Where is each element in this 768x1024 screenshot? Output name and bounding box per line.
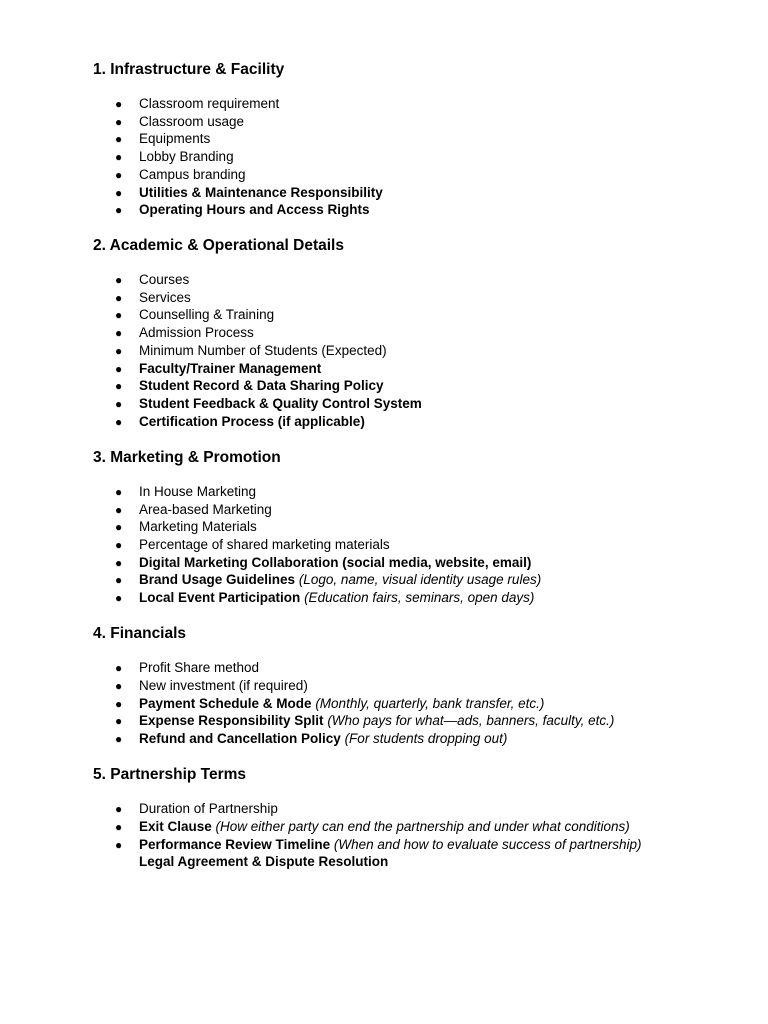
list-item-text	[139, 836, 642, 854]
bullet-icon: ●	[115, 202, 123, 217]
list-item-text	[139, 289, 191, 307]
list-item-text	[139, 712, 614, 730]
bullet-icon: ●	[115, 361, 123, 376]
bullet-icon: ●	[115, 555, 123, 570]
list-item-label: Minimum Number of Students (Expected)	[139, 343, 387, 358]
list-item-text	[139, 695, 544, 713]
list-item-text	[139, 413, 365, 431]
bullet-icon: ●	[115, 167, 123, 182]
list-item-text	[139, 395, 422, 413]
list-item-text	[139, 536, 390, 554]
bullet-icon: ●	[115, 591, 123, 605]
list-item-label: Area-based Marketing	[139, 501, 272, 517]
list-item-label: Marketing Materials	[139, 519, 257, 534]
list-item-text	[139, 818, 630, 836]
list-item-note: (When and how to evaluate success of partnership)	[333, 836, 642, 852]
list-item-text	[139, 659, 259, 677]
section-heading: 4. Financials	[93, 625, 187, 642]
bullet-icon: ●	[115, 802, 123, 816]
bullet-icon: ●	[115, 537, 123, 552]
bullet-icon: ●	[115, 132, 123, 146]
bullet-icon: ●	[115, 820, 123, 834]
list-item-text	[139, 730, 507, 748]
bullet-icon: ●	[115, 185, 123, 200]
list-item-label: Courses	[139, 272, 190, 287]
list-item-label: Brand Usage Guidelines	[139, 572, 296, 587]
list-item-label: Admission Process	[139, 325, 254, 340]
section-heading: 2. Academic & Operational Details	[93, 237, 344, 254]
bullet-icon: ●	[115, 397, 123, 411]
list-item-text	[139, 113, 244, 131]
list-item-text	[139, 800, 278, 818]
list-item-text	[139, 571, 541, 589]
list-item-text	[139, 95, 279, 113]
list-item-label: Lobby Branding	[139, 149, 234, 164]
list-item-label: Student Record & Data Sharing Policy	[139, 378, 384, 393]
bullet-icon: ●	[115, 573, 123, 587]
bullet-icon: ●	[115, 326, 123, 340]
list-item-note: (Education fairs, seminars, open days)	[304, 590, 535, 605]
list-item-label: Operating Hours and Access Rights	[139, 201, 370, 217]
list-item-label: New investment (if required)	[139, 678, 308, 693]
list-item-label: Exit Clause	[139, 819, 212, 834]
list-item-label: Classroom usage	[139, 113, 245, 129]
bullet-icon: ●	[115, 732, 123, 746]
list-item-note: (Who pays for what—ads, banners, faculty, etc.)	[327, 713, 615, 728]
list-item-label: Percentage of shared marketing materials	[139, 536, 390, 552]
list-item-label: Services	[139, 289, 191, 305]
bullet-icon: ●	[115, 661, 123, 675]
list-item-text	[139, 342, 387, 360]
list-item-note: (How either party can end the partnership and under what conditions)	[215, 819, 630, 834]
list-item-text	[139, 853, 388, 871]
list-item-label: Equipments	[139, 131, 211, 146]
list-item-text	[139, 306, 274, 324]
list-item-label: Performance Review Timeline	[139, 836, 331, 852]
list-item-text	[139, 166, 246, 184]
list-item-label: Counselling & Training	[139, 307, 275, 322]
list-item-label: Expense Responsibility Split	[139, 713, 324, 728]
list-item-label: Local Event Participation	[139, 590, 301, 605]
list-item-text	[139, 130, 210, 148]
list-item-text	[139, 501, 272, 519]
section-heading: 3. Marketing & Promotion	[93, 449, 281, 466]
section-heading: 1. Infrastructure & Facility	[93, 61, 285, 78]
bullet-icon: ●	[115, 837, 123, 852]
list-item-label: Duration of Partnership	[139, 801, 278, 816]
list-item-text	[139, 518, 257, 536]
bullet-icon: ●	[115, 679, 123, 693]
list-item-label: Campus branding	[139, 166, 246, 182]
list-item-note: (Monthly, quarterly, bank transfer, etc.)	[315, 695, 545, 711]
list-item-note: (Logo, name, visual identity usage rules)	[298, 572, 542, 587]
list-item-text	[139, 271, 189, 289]
bullet-icon: ●	[115, 150, 123, 164]
list-item-label: Faculty/Trainer Management	[139, 360, 322, 376]
bullet-icon: ●	[115, 97, 123, 111]
list-item-label: Profit Share method	[139, 660, 260, 675]
list-item-text	[139, 554, 531, 572]
list-item-label: Utilities & Maintenance Responsibility	[139, 184, 383, 200]
list-item-text	[139, 677, 308, 695]
list-item-text	[139, 184, 383, 202]
list-item-label: Certification Process (if applicable)	[139, 413, 365, 429]
bullet-icon: ●	[115, 520, 123, 534]
list-item-label: Digital Marketing Collaboration (social media, website, email)	[139, 554, 532, 570]
bullet-icon: ●	[115, 114, 123, 129]
list-item-label: Refund and Cancellation Policy	[139, 731, 341, 746]
bullet-icon: ●	[115, 414, 123, 429]
bullet-icon: ●	[115, 308, 123, 322]
bullet-icon: ●	[115, 379, 123, 393]
list-item-text	[139, 148, 234, 166]
bullet-icon: ●	[115, 344, 123, 358]
section-heading: 5. Partnership Terms	[93, 766, 247, 783]
bullet-icon: ●	[115, 273, 123, 287]
bullet-icon: ●	[115, 502, 123, 517]
list-item-text	[139, 201, 370, 219]
list-item-text	[139, 589, 534, 607]
bullet-icon: ●	[115, 485, 123, 499]
bullet-icon: ●	[115, 696, 123, 711]
list-item-text	[139, 360, 321, 378]
list-item-label: In House Marketing	[139, 484, 257, 499]
bullet-icon: ●	[115, 290, 123, 305]
list-item-label: Student Feedback & Quality Control System	[139, 396, 422, 411]
bullet-icon: ●	[115, 714, 123, 728]
list-item-label: Legal Agreement & Dispute Resolution	[139, 854, 389, 869]
list-item-note: (For students dropping out)	[344, 731, 508, 746]
list-item-label: Payment Schedule & Mode	[139, 695, 312, 711]
list-item-text	[139, 377, 384, 395]
list-item-text	[139, 324, 254, 342]
list-item-label: Classroom requirement	[139, 96, 280, 111]
list-item-text	[139, 483, 256, 501]
